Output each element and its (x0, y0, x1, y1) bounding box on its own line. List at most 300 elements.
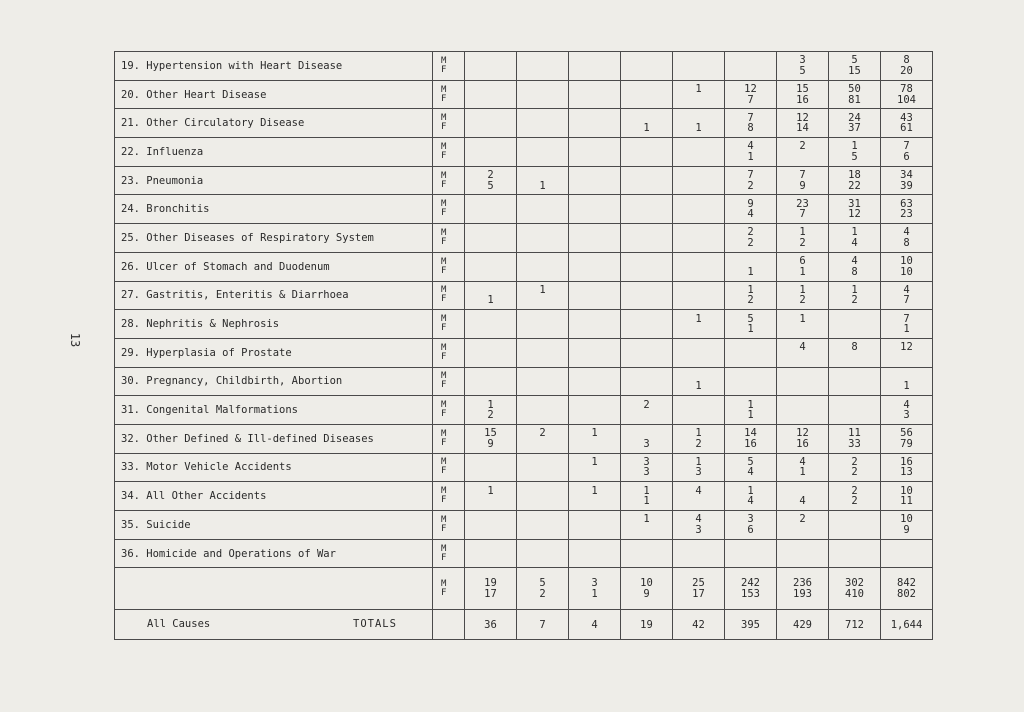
data-cell (725, 138, 777, 167)
value-female: 5 (487, 179, 494, 192)
value-female (673, 353, 724, 364)
value-male: 1 (747, 283, 754, 296)
sex-label-m: M (441, 256, 447, 267)
table-row (115, 252, 933, 281)
data-cell (569, 166, 621, 195)
value-male: 12 (900, 341, 913, 354)
cause-label: 22. Influenza (115, 138, 433, 167)
sex-column-cell (433, 52, 465, 81)
total-value: 7 (517, 610, 569, 640)
value-male: 1 (487, 398, 494, 411)
value-female: 1 (747, 150, 754, 163)
value-female: 5 (851, 150, 858, 163)
value-male (465, 371, 516, 382)
value-male: 50 (848, 83, 861, 96)
value-male: 4 (695, 484, 702, 497)
data-cell (725, 338, 777, 367)
data-cell (881, 109, 933, 138)
data-cell (829, 195, 881, 224)
value-female: 1 (799, 466, 806, 479)
value-male: 2 (747, 226, 754, 239)
mortality-table (114, 51, 933, 640)
total-value: 19 (621, 610, 673, 640)
value-female: 1 (695, 380, 702, 393)
value-female: 12 (848, 208, 861, 221)
data-cell (465, 396, 517, 425)
data-cell (517, 338, 569, 367)
data-cell (465, 252, 517, 281)
value-male (517, 256, 568, 267)
value-male (569, 314, 620, 325)
value-male (621, 285, 672, 296)
value-male: 7 (747, 111, 754, 124)
sex-label-m: M (441, 141, 447, 152)
data-cell (777, 338, 829, 367)
value-female (517, 381, 568, 392)
sex-label-m: M (441, 342, 447, 353)
table-row (115, 511, 933, 540)
table-row (115, 453, 933, 482)
value-male (569, 199, 620, 210)
sum-cell (465, 568, 517, 610)
data-cell (465, 511, 517, 540)
cause-label: 29. Hyperplasia of Prostate (115, 338, 433, 367)
value-female (569, 467, 620, 478)
value-male: 2 (799, 513, 806, 526)
value-female: 2 (851, 495, 858, 508)
value-female (673, 181, 724, 192)
value-male (517, 314, 568, 325)
sex-label-f: F (441, 93, 447, 104)
value-male: 3 (643, 455, 650, 468)
value-female (621, 152, 672, 163)
value-male (621, 256, 672, 267)
sex-label-m: M (441, 113, 447, 124)
table-row (115, 310, 933, 339)
value-female (777, 410, 828, 421)
sum-male: 10 (640, 577, 653, 590)
data-cell (465, 138, 517, 167)
value-male (569, 514, 620, 525)
all-causes-label: All Causes (147, 618, 211, 631)
value-female (465, 66, 516, 77)
data-cell (881, 138, 933, 167)
value-male: 23 (796, 197, 809, 210)
data-cell (725, 281, 777, 310)
data-cell (465, 367, 517, 396)
value-male: 1 (799, 226, 806, 239)
value-female (673, 95, 724, 106)
value-male (465, 342, 516, 353)
sex-label-m: M (441, 543, 447, 554)
data-cell (517, 367, 569, 396)
data-cell (569, 511, 621, 540)
value-female: 22 (848, 179, 861, 192)
data-cell (673, 453, 725, 482)
value-female (569, 238, 620, 249)
data-cell (777, 396, 829, 425)
sex-label-m: M (441, 457, 447, 468)
value-male: 1 (643, 513, 650, 526)
value-female (777, 554, 828, 565)
sex-column-cell (433, 424, 465, 453)
value-male (621, 170, 672, 181)
value-female: 10 (900, 265, 913, 278)
value-male (465, 514, 516, 525)
sum-female: 153 (741, 587, 760, 600)
value-female (465, 496, 516, 507)
data-cell (465, 109, 517, 138)
data-cell (881, 424, 933, 453)
data-cell (673, 511, 725, 540)
sum-female: 2 (539, 587, 546, 600)
value-male: 7 (903, 312, 910, 325)
data-cell (829, 138, 881, 167)
value-male: 4 (903, 226, 910, 239)
value-female (621, 295, 672, 306)
data-cell (829, 424, 881, 453)
value-male: 10 (900, 255, 913, 268)
sex-label-f: F (441, 552, 447, 563)
value-female: 2 (799, 236, 806, 249)
value-male: 2 (643, 398, 650, 411)
value-female: 8 (903, 236, 910, 249)
value-female (621, 267, 672, 278)
value-male (465, 256, 516, 267)
value-male: 7 (799, 169, 806, 182)
data-cell (621, 367, 673, 396)
value-male (517, 543, 568, 554)
data-cell (673, 310, 725, 339)
value-male (465, 113, 516, 124)
data-cell (881, 511, 933, 540)
value-male (829, 514, 880, 525)
data-cell (725, 367, 777, 396)
sum-cell (881, 568, 933, 610)
value-female (517, 439, 568, 450)
value-female (621, 525, 672, 536)
value-female (673, 554, 724, 565)
value-male: 1 (695, 455, 702, 468)
value-female (673, 324, 724, 335)
sex-label-f: F (441, 587, 447, 598)
data-cell (621, 396, 673, 425)
value-female (465, 209, 516, 220)
value-female (465, 525, 516, 536)
sum-male: 302 (845, 577, 864, 590)
sex-label-f: F (441, 208, 447, 219)
value-female: 4 (851, 236, 858, 249)
value-male (673, 141, 724, 152)
value-female (517, 267, 568, 278)
value-female (829, 324, 880, 335)
sex-label-f: F (441, 466, 447, 477)
data-cell (673, 539, 725, 568)
sex-label-f: F (441, 122, 447, 133)
data-cell (777, 224, 829, 253)
value-female (517, 554, 568, 565)
value-female (829, 554, 880, 565)
value-male: 8 (903, 54, 910, 67)
sex-column-cell (433, 453, 465, 482)
sex-column-cell (433, 224, 465, 253)
value-male (829, 371, 880, 382)
value-female (569, 324, 620, 335)
value-male: 14 (744, 427, 757, 440)
value-female: 3 (903, 409, 910, 422)
sex-column-cell (433, 568, 465, 610)
value-male: 1 (747, 398, 754, 411)
value-male: 4 (903, 283, 910, 296)
data-cell (517, 453, 569, 482)
value-male (673, 227, 724, 238)
value-male: 1 (851, 226, 858, 239)
data-cell (465, 195, 517, 224)
sum-cell (777, 568, 829, 610)
total-value: 36 (465, 610, 517, 640)
value-male (465, 543, 516, 554)
value-female: 1 (695, 122, 702, 135)
value-male: 1 (851, 283, 858, 296)
value-female (621, 209, 672, 220)
sum-male: 842 (897, 577, 916, 590)
value-female (569, 95, 620, 106)
value-female (621, 381, 672, 392)
table-row (115, 138, 933, 167)
data-cell (569, 52, 621, 81)
table-row (115, 109, 933, 138)
sex-column-cell (433, 482, 465, 511)
sum-female: 802 (897, 587, 916, 600)
data-cell (517, 281, 569, 310)
cause-label: 27. Gastritis, Enteritis & Diarrhoea (115, 281, 433, 310)
value-female (569, 66, 620, 77)
value-female: 81 (848, 93, 861, 106)
value-male: 15 (484, 427, 497, 440)
value-male (881, 543, 932, 554)
sex-label-m: M (441, 170, 447, 181)
value-female: 1 (747, 323, 754, 336)
value-female (569, 209, 620, 220)
value-female: 7 (747, 93, 754, 106)
value-male (673, 285, 724, 296)
value-male (777, 400, 828, 411)
value-female: 2 (695, 437, 702, 450)
value-female (465, 467, 516, 478)
value-female (517, 353, 568, 364)
data-cell (673, 224, 725, 253)
sex-label-m: M (441, 371, 447, 382)
value-female: 1 (747, 265, 754, 278)
value-female: 2 (747, 294, 754, 307)
value-female (621, 353, 672, 364)
cause-label: 34. All Other Accidents (115, 482, 433, 511)
table-row (115, 367, 933, 396)
table-row (115, 195, 933, 224)
data-cell (829, 252, 881, 281)
value-female (465, 381, 516, 392)
data-cell (725, 482, 777, 511)
value-male (673, 256, 724, 267)
data-cell (829, 166, 881, 195)
sex-label-m: M (441, 227, 447, 238)
sex-label-m: M (441, 314, 447, 325)
data-cell (569, 195, 621, 224)
value-male (621, 55, 672, 66)
value-female: 2 (487, 409, 494, 422)
data-cell (621, 138, 673, 167)
value-female (517, 95, 568, 106)
data-cell (881, 195, 933, 224)
data-cell (777, 195, 829, 224)
value-male (725, 371, 776, 382)
value-female: 37 (848, 122, 861, 135)
sum-male: 19 (484, 577, 497, 590)
cause-label: 21. Other Circulatory Disease (115, 109, 433, 138)
value-male (517, 514, 568, 525)
value-male: 2 (851, 455, 858, 468)
value-male: 3 (747, 513, 754, 526)
value-female (621, 66, 672, 77)
value-male (465, 199, 516, 210)
value-male: 24 (848, 111, 861, 124)
value-male: 2 (799, 140, 806, 153)
data-cell (569, 138, 621, 167)
value-female (621, 238, 672, 249)
data-cell (829, 310, 881, 339)
total-value: 42 (673, 610, 725, 640)
sex-column-cell (433, 138, 465, 167)
data-cell (829, 52, 881, 81)
value-female: 3 (643, 437, 650, 450)
sex-column-cell (433, 281, 465, 310)
data-cell (725, 166, 777, 195)
value-male (517, 400, 568, 411)
sex-column-cell (433, 80, 465, 109)
value-female: 61 (900, 122, 913, 135)
data-cell (465, 281, 517, 310)
total-value: 395 (725, 610, 777, 640)
data-cell (517, 511, 569, 540)
value-female: 4 (747, 466, 754, 479)
value-female (569, 554, 620, 565)
table-row (115, 424, 933, 453)
value-female (465, 324, 516, 335)
value-male: 16 (900, 455, 913, 468)
value-male: 1 (799, 283, 806, 296)
value-female: 9 (799, 179, 806, 192)
value-female (465, 123, 516, 134)
value-female (829, 525, 880, 536)
value-female (465, 353, 516, 364)
sex-label-f: F (441, 265, 447, 276)
value-male: 4 (695, 513, 702, 526)
value-male (569, 55, 620, 66)
value-male: 10 (900, 513, 913, 526)
value-female (725, 381, 776, 392)
sex-label-m: M (441, 578, 447, 589)
sum-cell (621, 568, 673, 610)
sum-male: 236 (793, 577, 812, 590)
data-cell (517, 252, 569, 281)
sex-label-m: M (441, 84, 447, 95)
data-cell (725, 224, 777, 253)
data-cell (517, 539, 569, 568)
value-male (725, 55, 776, 66)
data-cell (673, 80, 725, 109)
sum-female: 410 (845, 587, 864, 600)
totals-word: TOTALS (353, 618, 397, 631)
data-cell (829, 367, 881, 396)
data-cell (725, 109, 777, 138)
sex-column-cell (433, 195, 465, 224)
data-cell (621, 424, 673, 453)
sex-column-cell (433, 511, 465, 540)
value-female (673, 295, 724, 306)
data-cell (881, 310, 933, 339)
cause-label: 35. Suicide (115, 511, 433, 540)
value-male (725, 342, 776, 353)
data-cell (569, 109, 621, 138)
value-male (465, 457, 516, 468)
data-cell (673, 52, 725, 81)
cause-label: 32. Other Defined & Ill-defined Diseases (115, 424, 433, 453)
value-male: 43 (900, 111, 913, 124)
data-cell (673, 281, 725, 310)
value-male: 12 (796, 111, 809, 124)
value-female (673, 152, 724, 163)
table-row (115, 224, 933, 253)
value-female (569, 496, 620, 507)
value-female: 3 (695, 466, 702, 479)
value-female (777, 152, 828, 163)
value-male: 10 (900, 484, 913, 497)
sex-label-m: M (441, 486, 447, 497)
data-cell (465, 482, 517, 511)
value-male: 1 (487, 484, 494, 497)
value-female: 1 (643, 495, 650, 508)
data-cell (517, 80, 569, 109)
value-male: 1 (799, 312, 806, 325)
data-cell (569, 338, 621, 367)
value-female (725, 66, 776, 77)
sex-label-f: F (441, 409, 447, 420)
cause-label: 36. Homicide and Operations of War (115, 539, 433, 568)
data-cell (621, 80, 673, 109)
value-female (569, 152, 620, 163)
data-cell (621, 310, 673, 339)
data-cell (881, 367, 933, 396)
value-male (621, 342, 672, 353)
value-female (777, 381, 828, 392)
sex-label-f: F (441, 179, 447, 190)
value-female: 9 (903, 523, 910, 536)
value-female: 33 (848, 437, 861, 450)
cause-label: 33. Motor Vehicle Accidents (115, 453, 433, 482)
data-cell (829, 511, 881, 540)
data-cell (725, 52, 777, 81)
data-cell (777, 424, 829, 453)
data-cell (569, 424, 621, 453)
data-cell (777, 281, 829, 310)
value-male (569, 400, 620, 411)
sex-label-f: F (441, 495, 447, 506)
value-female (829, 353, 880, 364)
data-cell (725, 396, 777, 425)
sex-label-f: F (441, 64, 447, 75)
data-cell (569, 281, 621, 310)
data-cell (777, 310, 829, 339)
